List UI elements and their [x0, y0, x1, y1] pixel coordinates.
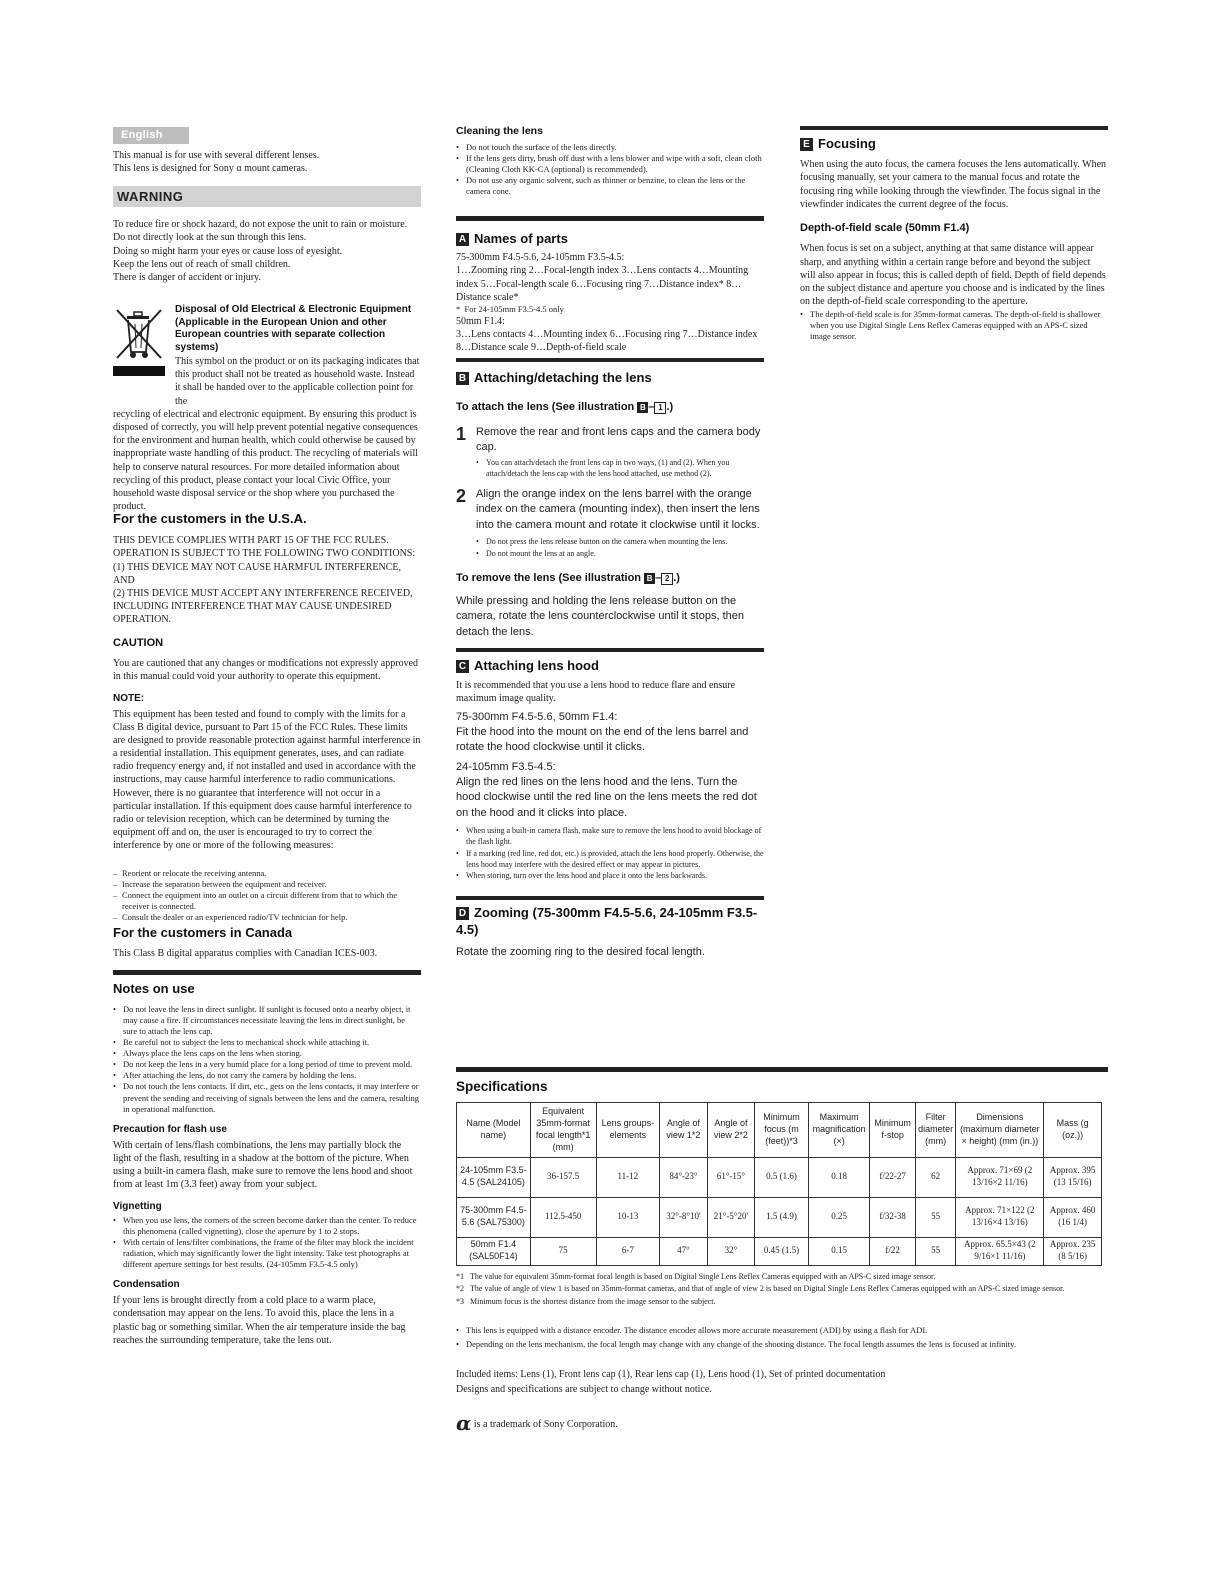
note-title: NOTE:: [113, 693, 145, 705]
table-cell: 62: [915, 1157, 955, 1197]
table-cell: 84°-23°: [660, 1157, 708, 1197]
list-item: • Do not touch the lens contacts. If dirt, etc., gets on the lens contacts, it may interfere or prevent the sending and receiving of signals between the lens and the camera, resulting in operational malfunction.: [113, 1081, 421, 1114]
table-cell: 50mm F1.4 (SAL50F14): [457, 1237, 531, 1265]
fcc-line: OPERATION.: [113, 614, 172, 626]
flash-text: With certain of lens/flash combinations, the lens may partially block the light of the flash, resulting in a shadow at the bottom of the picture. When using a built-in camera flash, make sure to remove the lens hood and shoot from at least 1m (3.3 feet) away from your subject.: [113, 1139, 413, 1191]
intro-line: This lens is designed for Sony α mount cameras.: [113, 163, 308, 175]
fcc-line: INCLUDING INTERFERENCE THAT MAY CAUSE UNDESIRED: [113, 601, 392, 613]
footnote: *2 The value of angle of view 1 is based on 35mm-format cameras, and that of angle of view 2 is based on Digital Single Lens Reflex Cameras equipped with an APS-C sized image sensor.: [456, 1284, 1065, 1294]
table-cell: 36-157.5: [530, 1157, 596, 1197]
hood-m2-text: Align the red lines on the lens hood and the lens. Turn the hood clockwise until the red line on the lens meets the red dot on the hood and it clicks into place.: [456, 776, 757, 819]
usa-section: [113, 510, 421, 923]
vignetting-title: Vignetting: [113, 1200, 162, 1212]
note-paragraph: However, there is no guarantee that interference will not occur in a particular installation. If this equipment does cause harmful interference to radio or television reception, which can be determined by turning the equipment off and on, the user is encouraged to try to correct the interference by one or more of the following measures:: [113, 787, 412, 852]
included-items: Included items: Lens (1), Front lens cap (1), Rear lens cap (1), Lens hood (1), Set of printed documentation: [456, 1369, 886, 1381]
measures-list: [113, 868, 421, 923]
step-notes: [476, 458, 764, 480]
table-cell: Approx. 235 (8 5/16): [1044, 1237, 1102, 1265]
warning-section: [113, 186, 421, 284]
language-tab-label: English: [113, 127, 189, 144]
focus-section: [800, 126, 1108, 343]
table-cell: f/22-27: [870, 1157, 915, 1197]
hood-title: Attaching lens hood: [474, 658, 599, 673]
table-header-cell: Angle of view 2*2: [707, 1102, 755, 1157]
illustration-letter-icon: B: [644, 573, 655, 584]
canada-section: [113, 924, 421, 960]
table-row: [457, 1157, 1102, 1197]
zoom-text: Rotate the zooming ring to the desired focal length.: [456, 945, 705, 958]
table-cell: 32°: [707, 1237, 755, 1265]
to-remove-title: To remove the lens (See illustration B – 2 .): [456, 572, 680, 585]
table-cell: 6-7: [596, 1237, 660, 1265]
disposal-text-wrap: This symbol on the product or on its packaging indicates that this product shall not be treated as household waste. Instead it shall be handed over to the applicable collection point for the: [175, 356, 420, 407]
table-cell: f/22: [870, 1237, 915, 1265]
list-item: • Do not use any organic solvent, such as thinner or benzine, to clean the lens or the camera cone.: [456, 175, 764, 197]
list-item: • Always place the lens caps on the lens when storing.: [113, 1048, 421, 1059]
warning-line: To reduce fire or shock hazard, do not expose the unit to rain or moisture.: [113, 219, 408, 231]
table-header-cell: Maximum magnification (×): [808, 1102, 870, 1157]
illustration-number-icon: 1: [654, 402, 666, 414]
crossed-bin-icon: [113, 304, 165, 376]
hood-section: [456, 648, 764, 881]
table-cell: 0.18: [808, 1157, 870, 1197]
notes-section: [113, 970, 421, 1347]
intro: [113, 149, 421, 175]
table-cell: Approx. 71×122 (2 13/16×4 13/16): [956, 1197, 1044, 1237]
section-letter-badge: B: [456, 372, 469, 385]
language-tab: [113, 127, 189, 144]
step-text: Remove the rear and front lens caps and the camera body cap.: [476, 425, 761, 454]
names-l1-note: * For 24-105mm F3.5-4.5 only: [456, 303, 564, 314]
list-item: • When storing, turn over the lens hood and place it onto the lens backwards.: [456, 870, 764, 881]
list-item: • Do not touch the surface of the lens directly.: [456, 142, 764, 153]
table-header-cell: Dimensions (maximum diameter × height) (mm (in.)): [956, 1102, 1044, 1157]
hood-notes: [456, 825, 764, 881]
disposal-text: recycling of electrical and electronic equipment. By ensuring this product is disposed of correctly, you will help prevent potential negative consequences for the environment and human health, which could otherwise be caused by inappropriate waste handling of this product. The recycling of materials will help to conserve natural resources. For more detailed information about recycling of this product, please contact your local Civic Office, your household waste disposal service or the shop where you purchased the product.: [113, 408, 419, 513]
names-l1-parts: 1…Zooming ring 2…Focal-length index 3…Lens contacts 4…Mounting index 5…Focal-length scale 6…Focusing ring 7…Distance index* 8…Distance scale*: [456, 265, 749, 303]
list-item: • If the lens gets dirty, brush off dust with a lens blower and wipe with a soft, clean cloth (Cleaning Cloth KK-CA (optional) is recommended).: [456, 153, 764, 175]
section-letter-badge: D: [456, 907, 469, 920]
list-item: • With certain of lens/filter combinations, the frame of the filter may block the incident radiation, which may significantly lower the light intensity. Take test photographs at different aperture settings for best results. (24-105mm F3.5-4.5 only): [113, 1237, 421, 1270]
canada-title: For the customers in Canada: [113, 925, 293, 940]
illustration-number-icon: 2: [661, 573, 673, 585]
table-header-row: [457, 1102, 1102, 1157]
table-cell: 24-105mm F3.5-4.5 (SAL24105): [457, 1157, 531, 1197]
warning-title: WARNING: [113, 186, 421, 207]
names-l2-parts: 3…Lens contacts 4…Mounting index 6…Focusing ring 7…Distance index 8…Distance scale 9…Depth-of-field scale: [456, 329, 758, 354]
table-cell: 75: [530, 1237, 596, 1265]
table-header-cell: Minimum focus (m (feet))*3: [755, 1102, 809, 1157]
table-cell: 112.5-450: [530, 1197, 596, 1237]
intro-line: This manual is for use with several different lenses.: [113, 150, 320, 161]
hood-heading: [456, 657, 764, 674]
step-number: 1: [456, 423, 467, 444]
condensation-text: If your lens is brought directly from a cold place to a warm place, condensation may appear on the lens. To avoid this, place the lens in a plastic bag or something similar. When the air temperature inside the bag reaches the surrounding temperature, take the lens out.: [113, 1295, 406, 1346]
table-cell: Approx. 460 (16 1/4): [1044, 1197, 1102, 1237]
step-2: [456, 487, 764, 559]
hood-m1-header: 75-300mm F4.5-5.6, 50mm F1.4:: [456, 710, 618, 723]
focus-text: When using the auto focus, the camera focuses the lens automatically. When focusing manually, set your camera to the manual focus and rotate the focusing ring while looking through the viewfinder. The focus signal in the viewfinder indicates the current degree of the focus.: [800, 159, 1107, 210]
table-cell: 0.15: [808, 1237, 870, 1265]
table-row: [457, 1237, 1102, 1265]
zoom-section: [456, 896, 764, 960]
table-cell: 47°: [660, 1237, 708, 1265]
table-cell: 55: [915, 1197, 955, 1237]
condensation-title: Condensation: [113, 1278, 180, 1290]
alpha-logo-icon: α: [456, 1411, 472, 1436]
names-title: Names of parts: [474, 231, 568, 246]
list-item: – Reorient or relocate the receiving antenna.: [113, 868, 421, 879]
table-cell: 1.5 (4.9): [755, 1197, 809, 1237]
illustration-letter-icon: B: [637, 402, 648, 413]
warning-line: Doing so might harm your eyes or cause loss of eyesight.: [113, 245, 343, 257]
fcc-line: THIS DEVICE COMPLIES WITH PART 15 OF THE FCC RULES.: [113, 535, 389, 547]
designs-note: Designs and specifications are subject to change without notice.: [456, 1384, 712, 1396]
table-cell: 75-300mm F4.5-5.6 (SAL75300): [457, 1197, 531, 1237]
warning-line: Keep the lens out of reach of small children.: [113, 258, 291, 270]
table-cell: 21°-5°20': [707, 1197, 755, 1237]
table-cell: 61°-15°: [707, 1157, 755, 1197]
list-item: • When you use lens, the corners of the screen become darker than the center. To reduce this phenomena (called vignetting), close the aperture by 1 to 2 stops.: [113, 1215, 421, 1237]
trademark-note: α is a trademark of Sony Corporation.: [456, 1411, 618, 1436]
table-header-cell: Name (Model name): [457, 1102, 531, 1157]
table-header-cell: Angle of view 1*2: [660, 1102, 708, 1157]
dof-title: Depth-of-field scale (50mm F1.4): [800, 221, 970, 234]
table-cell: 10-13: [596, 1197, 660, 1237]
table-cell: Approx. 71×69 (2 13/16×2 11/16): [956, 1157, 1044, 1197]
step-notes: [476, 536, 764, 559]
fcc-line: (1) THIS DEVICE MAY NOT CAUSE HARMFUL INTERFERENCE, AND: [113, 561, 401, 586]
names-l1-header: 75-300mm F4.5-5.6, 24-105mm F3.5-4.5:: [456, 252, 625, 264]
usa-title: For the customers in the U.S.A.: [113, 511, 307, 526]
list-item: • When using a built-in camera flash, make sure to remove the lens hood to avoid blockage of the flash light.: [456, 825, 764, 847]
attach-heading: [456, 369, 764, 386]
cleaning-section: [456, 125, 764, 197]
list-item: • Depending on the lens mechanism, the focal length may change with any change of the shooting distance. The focal length assumes the lens is focused at infinity.: [456, 1339, 1108, 1350]
flash-title: Precaution for flash use: [113, 1123, 227, 1135]
names-l2-header: 50mm F1.4:: [456, 315, 505, 327]
focus-heading: [800, 135, 1108, 152]
list-item: • If a marking (red line, red dot, etc.) is provided, attach the lens hood properly. Otherwise, the lens hood may interfere with the desired effect or may appear in pictures.: [456, 848, 764, 870]
to-attach-title: To attach the lens (See illustration B – 1 .): [456, 401, 674, 414]
footnote: *3 Minimum focus is the shortest distance from the image sensor to the subject.: [456, 1296, 716, 1306]
list-item: • Do not leave the lens in direct sunlight. If sunlight is focused onto a nearby object, it may cause a fire. If circumstances necessitate leaving the lens in direct sunlight, be sure to attach the lens cap.: [113, 1004, 421, 1037]
disposal-title: Disposal of Old Electrical & Electronic Equipment (Applicable in the European Union and other European countries with separate collection systems): [175, 304, 412, 353]
specs-footnotes: [456, 1272, 1108, 1307]
attach-section: [456, 358, 764, 640]
step-number: 2: [456, 486, 467, 507]
list-item: – Connect the equipment into an outlet on a circuit different from that to which the receiver is connected.: [113, 890, 421, 912]
section-letter-badge: E: [800, 138, 813, 151]
table-cell: 0.5 (1.6): [755, 1157, 809, 1197]
notes-list: [113, 1004, 421, 1114]
hood-m1-text: Fit the hood into the mount on the end of the lens barrel and rotate the hood clockwise until it clicks.: [456, 725, 749, 754]
list-item: • Do not press the lens release button on the camera when mounting the lens.: [476, 536, 764, 548]
table-cell: 32°-8°10': [660, 1197, 708, 1237]
list-item: • Be careful not to subject the lens to mechanical shock while attaching it.: [113, 1037, 421, 1048]
specs-title: Specifications: [456, 1079, 548, 1094]
list-item: • You can attach/detach the front lens cap in two ways, (1) and (2). When you attach/detach the lens cap with the lens hood attached, use method (2).: [476, 458, 764, 480]
section-letter-badge: C: [456, 660, 469, 673]
attach-title: Attaching/detaching the lens: [474, 370, 652, 385]
table-cell: 0.25: [808, 1197, 870, 1237]
table-header-cell: Mass (g (oz.)): [1044, 1102, 1102, 1157]
table-header-cell: Lens groups-elements: [596, 1102, 660, 1157]
list-item: – Consult the dealer or an experienced radio/TV technician for help.: [113, 912, 421, 923]
list-item: • Do not mount the lens at an angle.: [476, 548, 764, 560]
list-item: • Do not keep the lens in a very humid place for a long period of time to prevent mold.: [113, 1059, 421, 1070]
zoom-title: Zooming (75-300mm F4.5-5.6, 24-105mm F3.5-4.5): [456, 905, 758, 937]
zoom-heading: [456, 905, 764, 939]
cleaning-title: Cleaning the lens: [456, 125, 543, 137]
table-cell: Approx. 395 (13 15/16): [1044, 1157, 1102, 1197]
cleaning-list: [456, 142, 764, 197]
fcc-line: OPERATION IS SUBJECT TO THE FOLLOWING TWO CONDITIONS:: [113, 548, 416, 560]
caution-text: You are cautioned that any changes or modifications not expressly approved in this manual could void your authority to operate this equipment.: [113, 657, 419, 683]
fcc-line: (2) THIS DEVICE MUST ACCEPT ANY INTERFERENCE RECEIVED,: [113, 587, 413, 599]
hood-intro: It is recommended that you use a lens hood to reduce flare and ensure maximum image quality.: [456, 680, 736, 705]
table-cell: 55: [915, 1237, 955, 1265]
step-1: [456, 425, 764, 480]
table-row: [457, 1197, 1102, 1237]
dof-notes: [800, 309, 1108, 342]
note-paragraph: This equipment has been tested and found to comply with the limits for a Class B digital device, pursuant to Part 15 of the FCC Rules. These limits are designed to provide reasonable protection against harmful interference in a residential installation. This equipment generates, uses, and can radiate radio frequency energy and, if not installed and used in accordance with the instructions, may cause harmful interference to radio communications.: [113, 708, 421, 786]
warning-line: There is danger of accident or injury.: [113, 271, 261, 283]
list-item: • After attaching the lens, do not carry the camera by holding the lens.: [113, 1070, 421, 1081]
warning-line: Do not directly look at the sun through this lens.: [113, 232, 307, 244]
list-item: – Increase the separation between the equipment and receiver.: [113, 879, 421, 890]
remove-text: While pressing and holding the lens release button on the camera, rotate the lens counterclockwise until it stops, then detach the lens.: [456, 594, 744, 638]
specs-bullets: [456, 1325, 1108, 1350]
specs-table: [456, 1102, 1102, 1266]
table-cell: 11-12: [596, 1157, 660, 1197]
specs-section: [456, 1067, 1108, 1437]
notes-title: Notes on use: [113, 981, 195, 996]
focus-title: Focusing: [818, 136, 876, 151]
caution-title: CAUTION: [113, 637, 164, 650]
list-item: • This lens is equipped with a distance encoder. The distance encoder allows more accurate measurement (ADI) by using a flash for ADI.: [456, 1325, 1108, 1336]
footnote: *1 The value for equivalent 35mm-format focal length is based on Digital Single Lens Reflex Cameras equipped with an APS-C sized image sensor.: [456, 1271, 936, 1281]
names-heading: [456, 230, 764, 247]
table-cell: Approx. 65.5×43 (2 9/16×1 11/16): [956, 1237, 1044, 1265]
table-cell: f/32-38: [870, 1197, 915, 1237]
dof-text: When focus is set on a subject, anything at that same distance will appear sharp, and anything within a certain range before and beyond the subject will also appear in focus; this is called depth of field. Depth of field depends on the subject distance and aperture you choose and is indicated by the lines on the depth-of-field scale corresponding to the aperture.: [800, 243, 1106, 308]
table-cell: 0.45 (1.5): [755, 1237, 809, 1265]
list-item: • The depth-of-field scale is for 35mm-format cameras. The depth-of-field is shallower when you use Digital Single Lens Reflex Cameras equipped with an APS-C sized image sensor.: [800, 309, 1108, 342]
canada-text: This Class B digital apparatus complies with Canadian ICES-003.: [113, 948, 378, 960]
table-header-cell: Equivalent 35mm-format focal length*1 (mm): [530, 1102, 596, 1157]
hood-m2-header: 24-105mm F3.5-4.5:: [456, 760, 556, 773]
table-header-cell: Minimum f-stop: [870, 1102, 915, 1157]
vignetting-list: [113, 1215, 421, 1270]
names-section: [456, 216, 764, 355]
step-text: Align the orange index on the lens barrel with the orange index on the camera (mounting index), then insert the lens into the camera mount and rotate it clockwise until it locks.: [476, 488, 760, 531]
table-header-cell: Filter diameter (mm): [915, 1102, 955, 1157]
section-letter-badge: A: [456, 233, 469, 246]
disposal-section: [113, 304, 421, 513]
